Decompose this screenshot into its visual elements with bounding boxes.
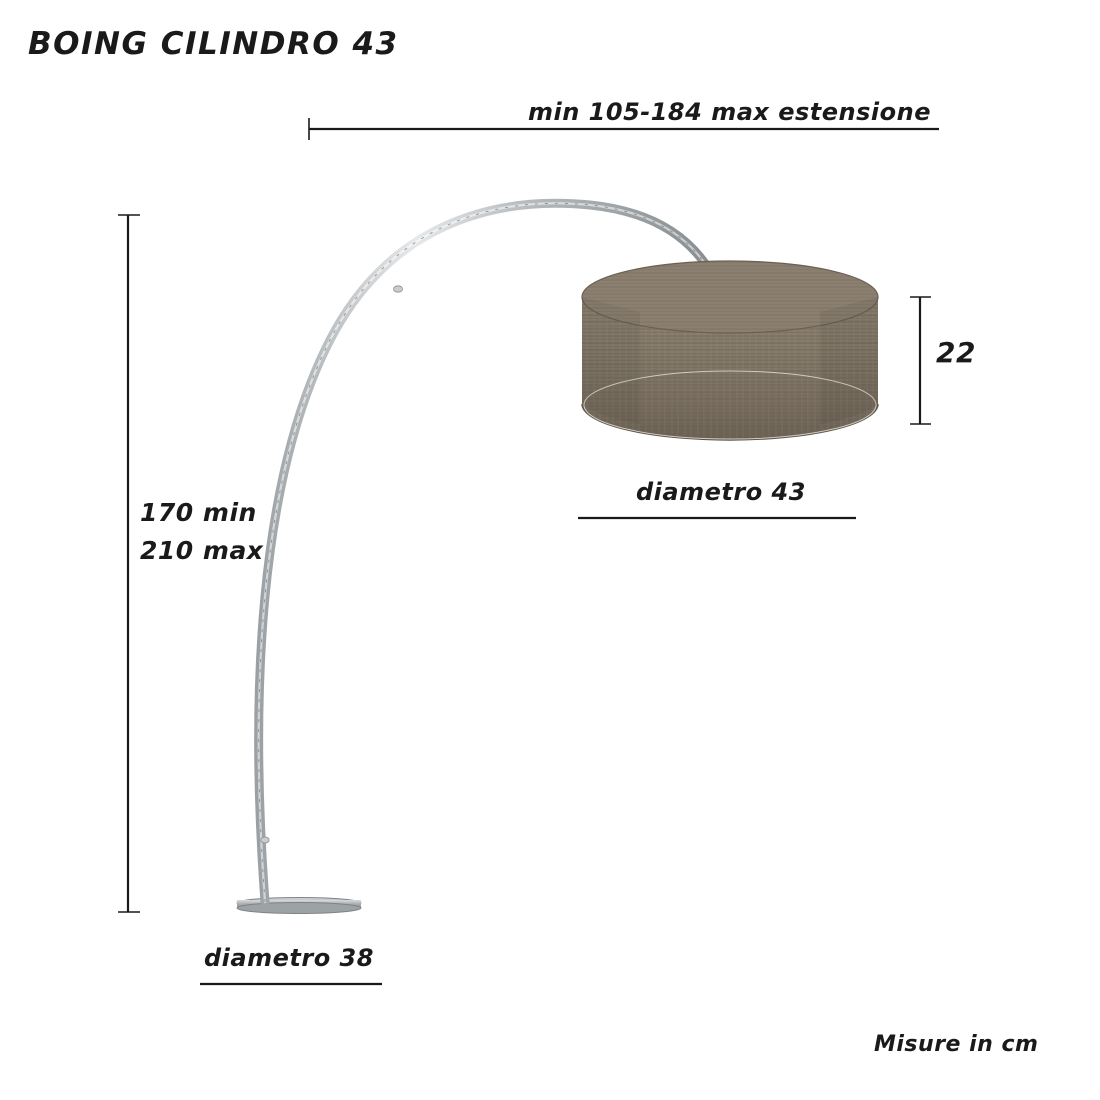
shade-height-dimension-line <box>910 297 931 424</box>
shade-height-label: 22 <box>936 336 976 369</box>
base-diameter-label: diametro 38 <box>204 944 374 972</box>
page-title: BOING CILINDRO 43 <box>28 26 399 62</box>
height-min-label: 170 min <box>140 498 257 527</box>
lamp-base <box>237 898 361 914</box>
top-extension-label: min 105-184 max estensione <box>528 98 931 126</box>
shade-diameter-label: diametro 43 <box>636 478 806 506</box>
height-dimension-line <box>118 215 140 912</box>
height-max-label: 210 max <box>140 536 264 565</box>
units-label: Misure in cm <box>874 1032 1039 1057</box>
lamp-shade <box>575 255 887 455</box>
height-label <box>140 494 263 570</box>
